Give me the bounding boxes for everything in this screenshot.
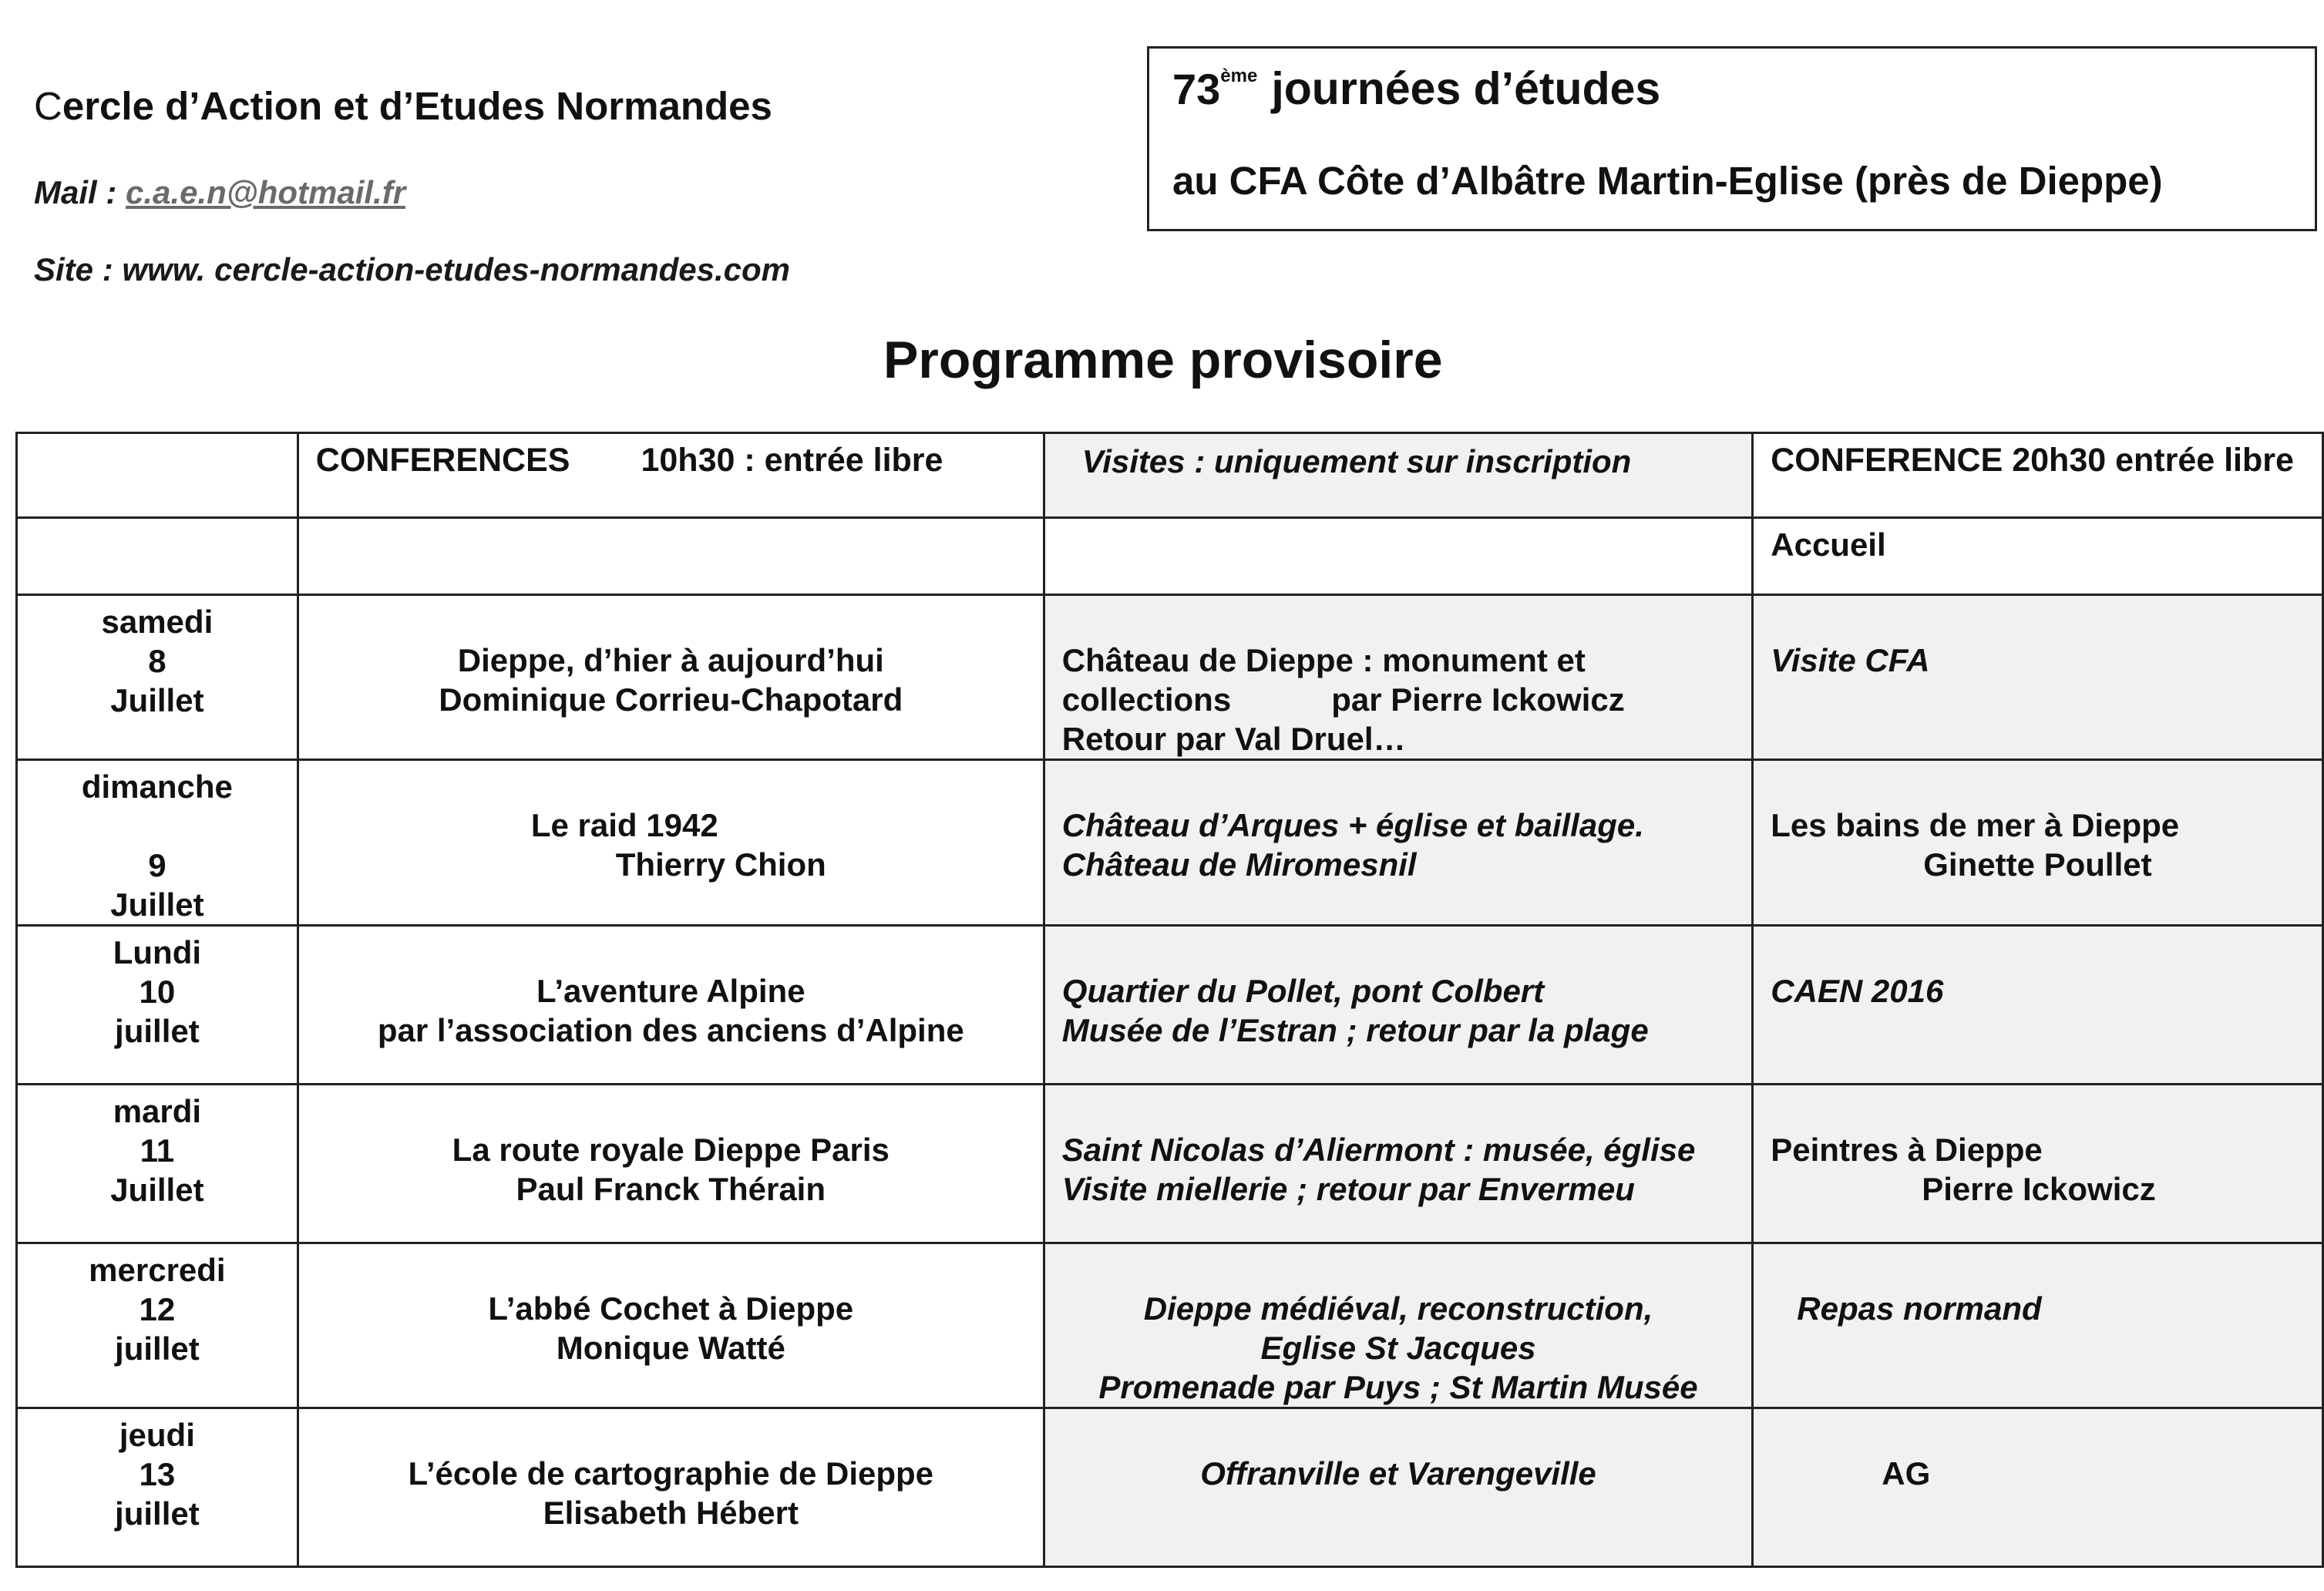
day-month: Juillet	[110, 1172, 204, 1208]
conference-speaker: par l’association des anciens d’Alpine	[377, 1012, 964, 1048]
day-cell	[17, 760, 298, 926]
evening-title: AG	[1882, 1455, 1931, 1492]
day-month: Juillet	[110, 682, 204, 718]
evening-speaker: Ginette Poullet	[1923, 846, 2152, 883]
visit-line: Château d’Arques + église et baillage.	[1061, 807, 1644, 843]
table-row	[17, 1243, 2323, 1408]
conference-cell	[298, 1085, 1044, 1243]
evening-cell	[1753, 1408, 2323, 1567]
day-number: 12	[139, 1291, 176, 1327]
visit-line: Musée de l’Estran ; retour par la plage	[1061, 1012, 1649, 1048]
header-visits	[1044, 433, 1752, 518]
day-cell	[17, 1085, 298, 1243]
visit-line: Dieppe médiéval, reconstruction,	[1143, 1290, 1653, 1327]
conference-title: Dieppe, d’hier à aujourd’hui	[457, 642, 884, 678]
evening-cell	[1753, 595, 2323, 760]
visit-line: Quartier du Pollet, pont Colbert	[1061, 973, 1545, 1009]
conference-title: La route royale Dieppe Paris	[452, 1132, 890, 1168]
conference-cell	[298, 760, 1044, 926]
header-visits-label: Visites : uniquement sur inscription	[1081, 443, 1632, 479]
event-place: au CFA Côte d’Albâtre Martin-Eglise (près de Dieppe)	[1172, 159, 2163, 203]
conference-cell	[298, 595, 1044, 760]
event-box	[1147, 46, 2317, 231]
day-cell	[17, 595, 298, 760]
program-table	[15, 432, 2324, 1568]
day-name: Lundi	[113, 934, 202, 970]
visit-line: Château de Miromesnil	[1061, 846, 1417, 883]
evening-cell	[1753, 760, 2323, 926]
table-row	[17, 1408, 2323, 1567]
conference-title: L’abbé Cochet à Dieppe	[488, 1290, 854, 1327]
conference-title: L’école de cartographie de Dieppe	[408, 1455, 934, 1492]
visit-line: collections	[1061, 681, 1232, 718]
sub-empty-1	[17, 518, 298, 595]
mail-label: Mail :	[34, 174, 126, 210]
conference-speaker: Thierry Chion	[615, 846, 826, 883]
day-number: 11	[140, 1132, 175, 1169]
table-subheader-row	[17, 518, 2323, 595]
visit-line: Eglise St Jacques	[1260, 1330, 1536, 1366]
day-cell	[17, 1408, 298, 1567]
header-conferences-time: 10h30 : entrée libre	[641, 442, 943, 479]
conference-cell	[298, 926, 1044, 1085]
mail-link[interactable]: c.a.e.n@hotmail.fr	[126, 174, 406, 210]
visit-line: Promenade par Puys ; St Martin Musée	[1098, 1369, 1698, 1405]
event-title-text: journées d’études	[1271, 63, 1661, 114]
day-month: juillet	[115, 1495, 200, 1532]
conference-speaker: Monique Watté	[556, 1330, 785, 1366]
visit-cell	[1044, 1243, 1752, 1408]
day-number: 8	[148, 643, 166, 679]
mail-line	[34, 174, 405, 211]
site-line: Site : www. cercle-action-etudes-normandes.com	[34, 251, 791, 288]
day-month: juillet	[115, 1013, 200, 1049]
visit-line: Visite miellerie ; retour par Envermeu	[1061, 1171, 1635, 1207]
conference-speaker: Elisabeth Hébert	[543, 1495, 799, 1531]
visit-line: par Pierre Ickowicz	[1331, 681, 1625, 718]
event-number: 73	[1172, 65, 1221, 113]
table-row	[17, 760, 2323, 926]
accueil-label: Accueil	[1771, 526, 1886, 563]
visit-line: Saint Nicolas d’Aliermont : musée, église	[1061, 1132, 1696, 1168]
day-cell	[17, 926, 298, 1085]
day-spacer	[18, 806, 297, 846]
conference-title: Le raid 1942	[530, 807, 718, 843]
evening-title: Visite CFA	[1771, 642, 1930, 678]
evening-cell	[1753, 1243, 2323, 1408]
conference-speaker: Paul Franck Thérain	[516, 1171, 826, 1207]
visit-cell	[1044, 1085, 1752, 1243]
table-row	[17, 926, 2323, 1085]
day-name: mercredi	[89, 1252, 226, 1288]
table-row	[17, 595, 2323, 760]
visit-cell	[1044, 1408, 1752, 1567]
sub-empty-2	[298, 518, 1044, 595]
visit-line: Offranville et Varengeville	[1200, 1455, 1596, 1492]
evening-title: Repas normand	[1797, 1290, 2042, 1327]
day-name: samedi	[101, 604, 214, 640]
day-name: jeudi	[119, 1417, 195, 1453]
visit-line: Château de Dieppe : monument et	[1061, 642, 1586, 678]
sub-empty-3	[1044, 518, 1752, 595]
day-name: mardi	[113, 1093, 202, 1129]
organization-name	[34, 83, 772, 129]
evening-cell	[1753, 1085, 2323, 1243]
event-title	[1172, 62, 1660, 115]
visit-cell	[1044, 926, 1752, 1085]
header-evening-label: CONFERENCE 20h30 entrée libre	[1771, 442, 2294, 479]
conference-cell	[298, 1408, 1044, 1567]
day-number: 9	[148, 847, 166, 883]
evening-title: Peintres à Dieppe	[1771, 1132, 2043, 1168]
header-empty-cell	[17, 433, 298, 518]
event-ordinal: ème	[1220, 66, 1258, 86]
table-header-row	[17, 433, 2323, 518]
evening-title: CAEN 2016	[1771, 973, 1944, 1009]
evening-title: Les bains de mer à Dieppe	[1771, 807, 2180, 843]
page-title: Programme provisoire	[883, 331, 1443, 389]
evening-speaker: Pierre Ickowicz	[1922, 1171, 2156, 1207]
header-conferences	[298, 433, 1044, 518]
day-month: Juillet	[110, 886, 204, 923]
evening-cell	[1753, 926, 2323, 1085]
org-initial: C	[34, 84, 62, 128]
org-name-rest: ercle d’Action et d’Etudes Normandes	[62, 84, 772, 128]
visit-cell	[1044, 760, 1752, 926]
header-conferences-label: CONFERENCES	[315, 442, 570, 479]
conference-speaker: Dominique Corrieu-Chapotard	[439, 681, 903, 718]
day-month: juillet	[115, 1330, 200, 1367]
day-number: 10	[139, 974, 176, 1010]
sub-accueil-cell	[1753, 518, 2323, 595]
conference-title: L’aventure Alpine	[536, 973, 805, 1009]
visit-cell	[1044, 595, 1752, 760]
header-evening	[1753, 433, 2323, 518]
day-name: dimanche	[81, 769, 233, 805]
visit-line: Retour par Val Druel…	[1061, 721, 1406, 757]
day-cell	[17, 1243, 298, 1408]
table-row	[17, 1085, 2323, 1243]
day-number: 13	[139, 1456, 176, 1492]
conference-cell	[298, 1243, 1044, 1408]
